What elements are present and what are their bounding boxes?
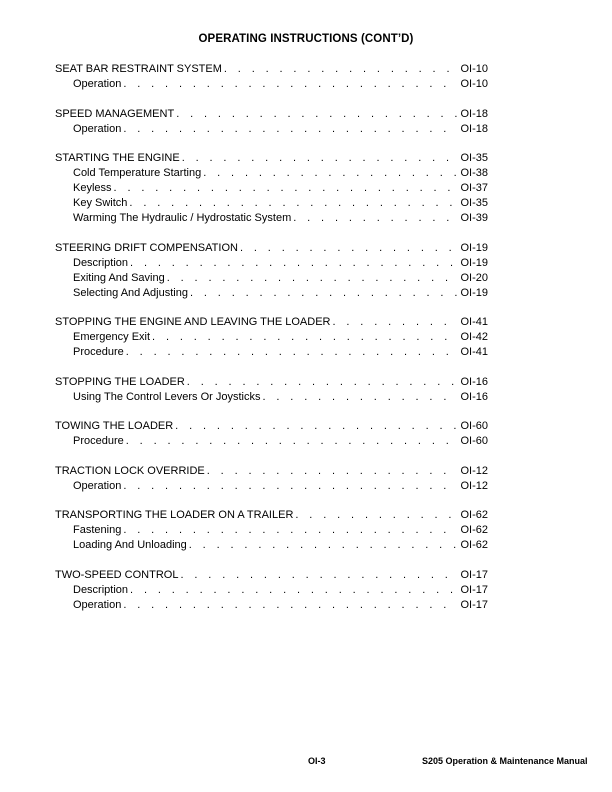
page-title: OPERATING INSTRUCTIONS (CONT’D)	[198, 33, 414, 45]
toc-subentry[interactable]	[55, 598, 488, 613]
leader-dots	[189, 538, 458, 553]
leader-dots	[129, 196, 457, 211]
leader-dots	[182, 151, 458, 166]
toc-entry[interactable]	[55, 62, 488, 77]
toc-subentry-label: Operation	[73, 598, 122, 611]
leader-dots	[262, 390, 457, 405]
leader-dots	[240, 241, 458, 256]
toc-entry[interactable]	[55, 568, 488, 583]
toc-subentry-page: OI-38	[460, 167, 488, 179]
toc-subentry[interactable]	[55, 181, 488, 196]
toc-entry-page: OI-35	[460, 152, 488, 164]
leader-dots	[123, 598, 457, 613]
leader-dots	[187, 375, 458, 390]
toc-entry[interactable]	[55, 508, 488, 523]
leader-dots	[295, 508, 457, 523]
leader-dots	[207, 464, 458, 479]
leader-dots	[152, 330, 457, 345]
toc-subentry[interactable]	[55, 196, 488, 211]
toc-subentry[interactable]	[55, 211, 488, 226]
toc-entry-title: STEERING DRIFT COMPENSATION	[55, 241, 238, 254]
toc-subentry[interactable]	[55, 286, 488, 301]
leader-dots	[203, 166, 457, 181]
leader-dots	[123, 523, 457, 538]
toc-entry[interactable]	[55, 241, 488, 256]
toc-subentry[interactable]	[55, 330, 488, 345]
leader-dots	[123, 77, 457, 92]
toc-subentry-page: OI-17	[460, 583, 488, 596]
leader-dots	[123, 479, 457, 494]
toc-subentry-page: OI-39	[460, 212, 488, 224]
toc-entry[interactable]	[55, 375, 488, 390]
leader-dots	[167, 271, 458, 286]
toc-entry-title: TOWING THE LOADER	[55, 420, 174, 432]
toc-entry-page: OI-12	[460, 464, 488, 477]
leader-dots	[130, 256, 457, 271]
toc-entry-page: OI-60	[460, 420, 488, 432]
toc-entry-title: TWO-SPEED CONTROL	[55, 568, 179, 581]
toc-subentry-label: Emergency Exit	[73, 331, 151, 343]
toc-subentry[interactable]	[55, 479, 488, 494]
toc-entry-title: SEAT BAR RESTRAINT SYSTEM	[55, 63, 222, 75]
toc-section	[55, 375, 488, 405]
toc-section	[55, 419, 488, 449]
leader-dots	[114, 181, 458, 196]
toc-subentry-page: OI-60	[460, 435, 488, 447]
toc-subentry[interactable]	[55, 122, 488, 137]
toc-subentry-label: Exiting And Saving	[73, 271, 165, 284]
toc-subentry-label: Description	[73, 256, 129, 269]
leader-dots	[190, 286, 458, 301]
toc-subentry-page: OI-62	[460, 524, 488, 536]
toc-subentry-page: OI-20	[460, 271, 488, 284]
toc-subentry-page: OI-16	[460, 390, 488, 403]
leader-dots	[180, 568, 457, 583]
toc-subentry[interactable]	[55, 271, 488, 286]
toc-entry[interactable]	[55, 151, 488, 166]
toc-section	[55, 568, 488, 613]
toc-section	[55, 464, 488, 494]
toc-subentry-label: Keyless	[73, 182, 112, 194]
toc-subentry-label: Operation	[73, 479, 122, 492]
toc-subentry[interactable]	[55, 523, 488, 538]
toc-subentry-label: Procedure	[73, 435, 124, 447]
toc-subentry[interactable]	[55, 538, 488, 553]
toc-entry-page: OI-62	[460, 509, 488, 521]
toc-entry-page: OI-19	[460, 241, 488, 254]
toc-subentry[interactable]	[55, 390, 488, 405]
toc-section	[55, 508, 488, 553]
toc-entry-title: STOPPING THE LOADER	[55, 375, 185, 388]
toc-entry-title: TRACTION LOCK OVERRIDE	[55, 464, 205, 477]
toc-subentry-label: Operation	[73, 78, 122, 90]
toc-entry[interactable]	[55, 315, 488, 330]
leader-dots	[126, 434, 458, 449]
toc-subentry-page: OI-12	[460, 479, 488, 492]
leader-dots	[176, 107, 457, 122]
toc-entry-title: TRANSPORTING THE LOADER ON A TRAILER	[55, 509, 294, 521]
toc-subentry[interactable]	[55, 77, 488, 92]
toc-subentry-page: OI-19	[460, 286, 488, 299]
toc-section	[55, 151, 488, 226]
toc-section	[55, 315, 488, 360]
toc-section	[55, 62, 488, 92]
toc-subentry-page: OI-42	[460, 331, 488, 343]
toc-section	[55, 241, 488, 301]
table-of-contents	[55, 62, 488, 627]
toc-entry[interactable]	[55, 464, 488, 479]
toc-section	[55, 107, 488, 137]
toc-entry[interactable]	[55, 419, 488, 434]
toc-subentry-page: OI-35	[460, 197, 488, 209]
footer-page-number: OI-3	[308, 756, 326, 766]
toc-subentry-page: OI-41	[460, 346, 488, 358]
toc-subentry-label: Loading And Unloading	[73, 539, 187, 551]
toc-subentry-page: OI-37	[460, 182, 488, 194]
toc-entry-page: OI-17	[460, 568, 488, 581]
toc-subentry-page: OI-62	[460, 539, 488, 551]
toc-subentry-label: Using The Control Levers Or Joysticks	[73, 390, 261, 403]
toc-entry-page: OI-18	[460, 107, 488, 120]
toc-subentry-label: Key Switch	[73, 197, 128, 209]
leader-dots	[126, 345, 458, 360]
toc-entry[interactable]	[55, 107, 488, 122]
toc-entry-page: OI-41	[460, 316, 488, 328]
toc-subentry[interactable]	[55, 434, 488, 449]
toc-subentry[interactable]	[55, 166, 488, 181]
footer-manual-title: S205 Operation & Maintenance Manual	[422, 756, 588, 766]
toc-subentry-page: OI-18	[460, 122, 488, 135]
toc-entry-title: STARTING THE ENGINE	[55, 152, 180, 164]
leader-dots	[293, 211, 457, 226]
toc-subentry-page: OI-17	[460, 598, 488, 611]
toc-subentry-label: Description	[73, 583, 129, 596]
toc-subentry-label: Warming The Hydraulic / Hydrostatic System	[73, 212, 292, 224]
leader-dots	[130, 583, 457, 598]
toc-subentry-label: Operation	[73, 122, 122, 135]
toc-subentry[interactable]	[55, 583, 488, 598]
leader-dots	[332, 315, 457, 330]
leader-dots	[123, 122, 457, 137]
toc-subentry-label: Cold Temperature Starting	[73, 167, 202, 179]
toc-entry-title: STOPPING THE ENGINE AND LEAVING THE LOADER	[55, 316, 331, 328]
toc-subentry-page: OI-10	[460, 78, 488, 90]
toc-subentry-label: Fastening	[73, 524, 122, 536]
toc-entry-page: OI-10	[460, 63, 488, 75]
leader-dots	[224, 62, 458, 77]
toc-entry-page: OI-16	[460, 375, 488, 388]
toc-entry-title: SPEED MANAGEMENT	[55, 107, 175, 120]
toc-subentry[interactable]	[55, 345, 488, 360]
toc-subentry-label: Procedure	[73, 346, 124, 358]
leader-dots	[175, 419, 457, 434]
toc-subentry-page: OI-19	[460, 256, 488, 269]
toc-subentry-label: Selecting And Adjusting	[73, 286, 188, 299]
toc-subentry[interactable]	[55, 256, 488, 271]
